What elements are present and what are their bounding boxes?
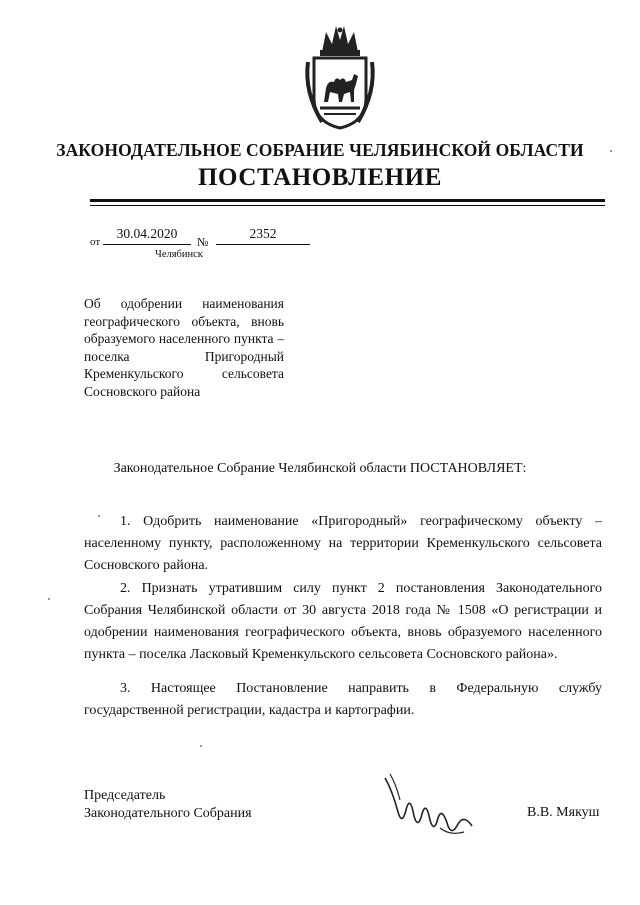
handwritten-signature-icon bbox=[380, 770, 480, 840]
signatory-name: В.В. Мякуш bbox=[527, 805, 600, 820]
document-subject: Об одобрении наименования географического объекта, вновь образуемого населенного пункта – поселка Пригородный Кременкульского сельсовета Сосновского района bbox=[84, 296, 284, 399]
number-underline bbox=[216, 244, 310, 245]
scan-speck bbox=[98, 515, 100, 517]
document-date: 30.04.2020 bbox=[116, 226, 178, 241]
organization-title: ЗАКОНОДАТЕЛЬНОЕ СОБРАНИЕ ЧЕЛЯБИНСКОЙ ОБЛАСТИ bbox=[56, 140, 584, 160]
signatory-title bbox=[84, 787, 252, 823]
scan-speck bbox=[48, 598, 50, 600]
date-underline bbox=[103, 244, 191, 245]
date-prefix: от bbox=[90, 236, 101, 248]
signatory-title-line1: Председатель bbox=[84, 788, 166, 803]
paragraph-2: 2. Признать утратившим силу пункт 2 постановления Законодательного Собрания Челябинской области от 30 августа 2018 года № 1508 «О регистрации и одобрении наименования географического объекта, вновь образуемого населенного пункта – поселка Ласковый Кременкульского сельсовета Сосновского района». bbox=[84, 581, 602, 662]
signatory-title-line2: Законодательного Собрания bbox=[84, 806, 252, 821]
document-city: Челябинск bbox=[155, 249, 203, 260]
paragraph-3: 3. Настоящее Постановление направить в Федеральную службу государственной регистрации, кадастра и картографии. bbox=[84, 681, 602, 718]
header-rule-thin bbox=[90, 205, 605, 206]
document-number: 2352 bbox=[249, 226, 277, 241]
decree-line: Законодательное Собрание Челябинской области ПОСТАНОВЛЯЕТ: bbox=[113, 461, 527, 476]
chelyabinsk-coat-of-arms-icon bbox=[300, 22, 380, 132]
scan-speck bbox=[610, 150, 612, 152]
document-type-title: ПОСТАНОВЛЕНИЕ bbox=[197, 164, 443, 191]
paragraph-1: 1. Одобрить наименование «Пригородный» географическому объекту – населенному пункту, расположенному на территории Кременкульского сельсовета Сосновского района. bbox=[84, 514, 602, 573]
header-rule-thick bbox=[90, 199, 605, 202]
number-prefix: № bbox=[197, 235, 209, 249]
scan-speck bbox=[200, 745, 202, 747]
